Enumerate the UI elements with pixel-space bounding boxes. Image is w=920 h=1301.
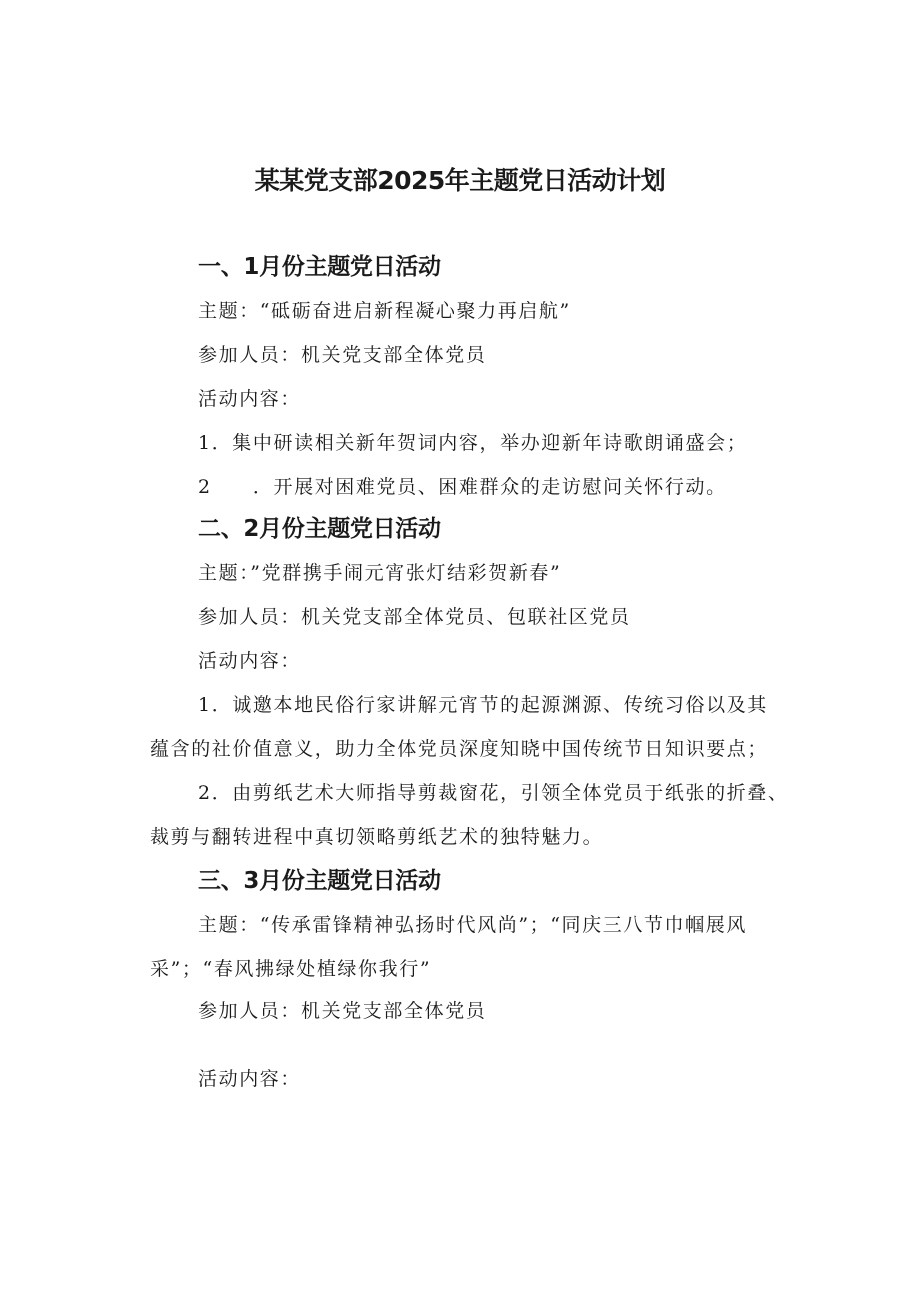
section-content-label: 活动内容： [198,388,302,410]
section-participants: 参加人员：机关党支部全体党员 [198,344,487,366]
section-participants: 参加人员：机关党支部全体党员、包联社区党员 [198,606,631,628]
list-item: 1．集中研读相关新年贺词内容，举办迎新年诗歌朗诵盛会； [198,432,748,454]
section-theme: 主题：“传承雷锋精神弘扬时代风尚”；“同庆三八节巾帼展风 [198,914,747,936]
list-item: 2．由剪纸艺术大师指导剪裁窗花，引领全体党员于纸张的折叠、 [198,782,789,804]
section-heading: 二、2月份主题党日活动 [198,516,441,542]
section-participants: 参加人员：机关党支部全体党员 [198,1000,487,1022]
list-item-continuation: 裁剪与翻转进程中真切领略剪纸艺术的独特魅力。 [150,826,604,848]
section-heading: 一、1月份主题党日活动 [198,254,441,280]
section-theme: 主题：“砥砺奋进启新程凝心聚力再启航” [198,300,571,322]
document-title: 某某党支部2025年主题党日活动计划 [254,166,666,195]
section-content-label: 活动内容： [198,1068,302,1090]
section-heading: 三、3月份主题党日活动 [198,868,441,894]
list-item: 2 ．开展对困难党员、困难群众的走访慰问关怀行动。 [198,476,727,498]
section-theme: 主题：”党群携手闹元宵张灯结彩贺新春” [198,562,562,584]
section-content-label: 活动内容： [198,650,302,672]
section-theme-continuation: 采”；“春风拂绿处植绿你我行” [150,958,432,980]
list-item: 1．诚邀本地民俗行家讲解元宵节的起源渊源、传统习俗以及其 [198,694,768,716]
list-item-continuation: 蕴含的社价值意义，助力全体党员深度知晓中国传统节日知识要点； [150,738,769,760]
